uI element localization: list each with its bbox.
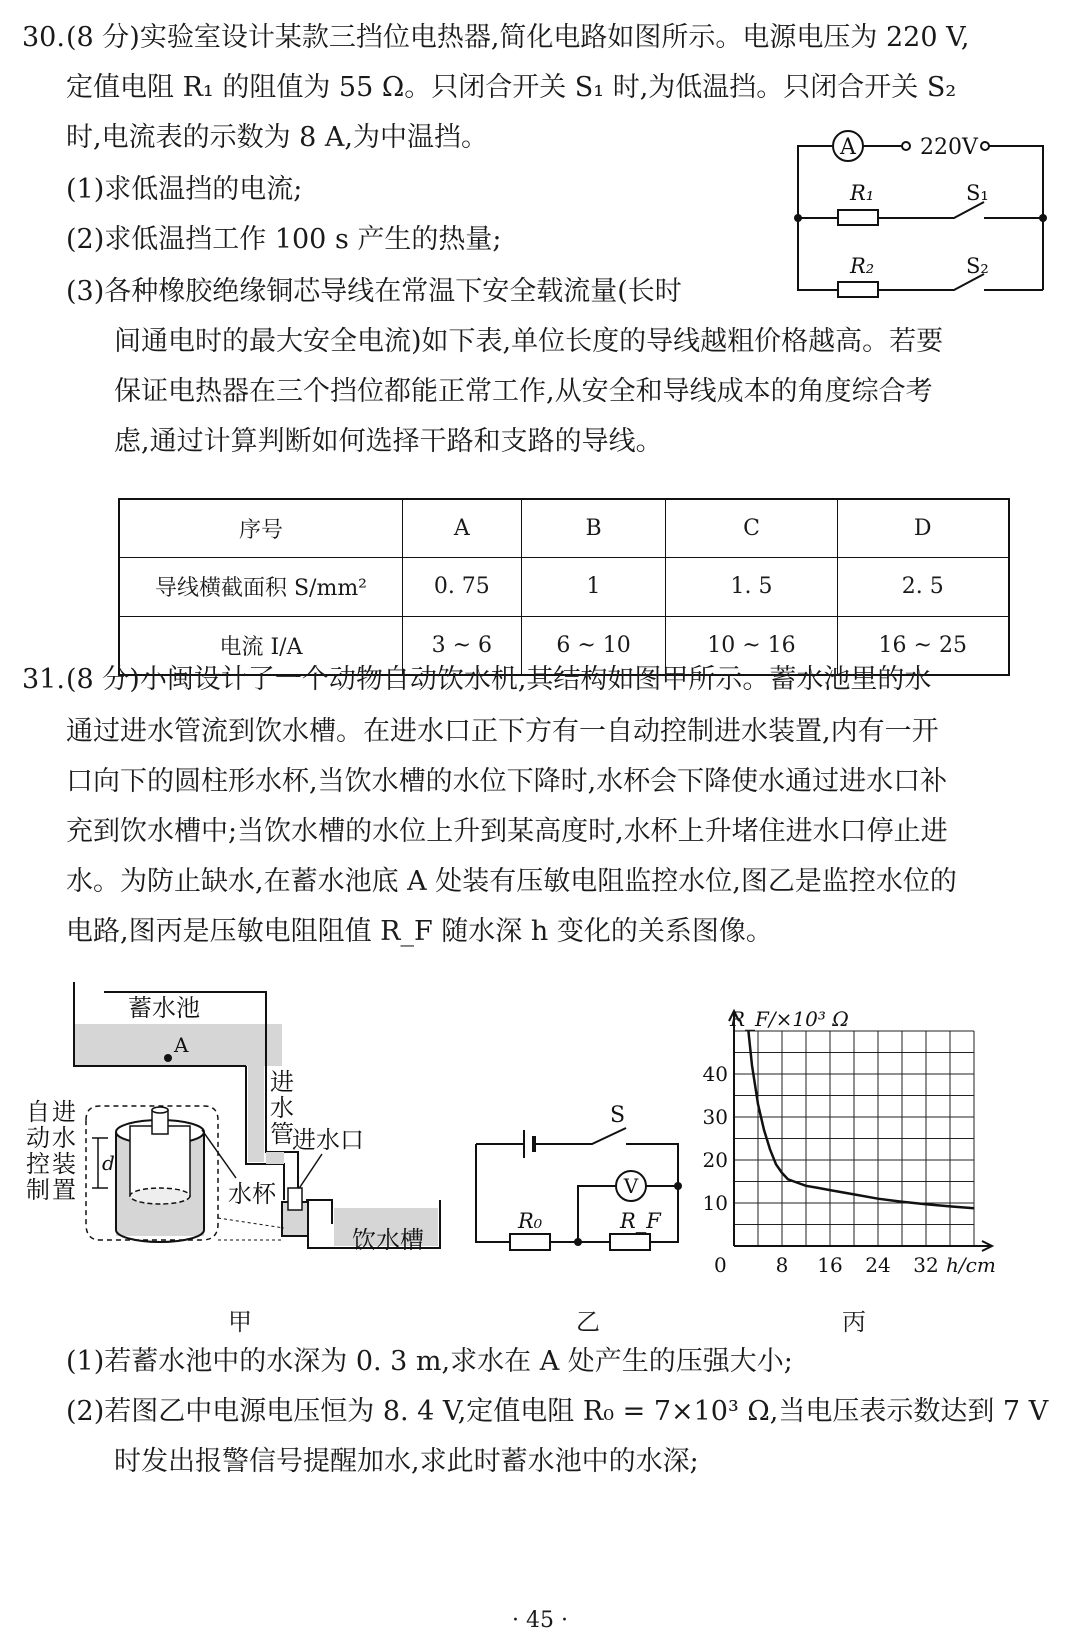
device-label-8: 置: [52, 1176, 76, 1204]
pipe-label-2: 水: [270, 1094, 294, 1122]
d-label: d: [102, 1151, 115, 1175]
r2-label: R₂: [850, 254, 875, 278]
x-tick-label: 32: [913, 1253, 939, 1277]
pool-label: 蓄水池: [128, 994, 200, 1022]
device-label-3: 控: [26, 1150, 50, 1178]
q31-text-line3: 口向下的圆柱形水杯,当饮水槽的水位下降时,水杯会下降使水通过进水口补: [66, 766, 948, 797]
y-tick-label: 10: [702, 1191, 728, 1215]
s1-label: S₁: [966, 181, 989, 205]
chart-xlabel: h/cm: [946, 1253, 996, 1277]
q31-sub1: (1)若蓄水池中的水深为 0. 3 m,求水在 A 处产生的压强大小;: [66, 1346, 793, 1377]
table-header: B: [521, 499, 666, 558]
table-header: D: [837, 499, 1009, 558]
q30-sub3-line1: (3)各种橡胶绝缘铜芯导线在常温下安全载流量(长时: [66, 276, 682, 307]
device-label-7: 装: [52, 1150, 76, 1178]
q31-number: 31.: [22, 664, 65, 695]
device-label-5: 进: [52, 1098, 76, 1126]
pipe-label-1: 进: [270, 1068, 294, 1096]
table-header: A: [403, 499, 522, 558]
q31-text-line4: 充到饮水槽中;当饮水槽的水位上升到某高度时,水杯上升堵住进水口停止进: [66, 816, 948, 847]
r0-label: R₀: [518, 1209, 543, 1233]
q31-text-line2: 通过进水管流到饮水槽。在进水口正下方有一自动控制进水装置,内有一开: [66, 716, 939, 747]
device-label-4: 制: [26, 1176, 50, 1204]
y-tick-label: 40: [702, 1062, 728, 1086]
table-header: C: [666, 499, 837, 558]
q30-number: 30.: [22, 22, 65, 53]
cup-label: 水杯: [228, 1180, 276, 1208]
caption-yi: 乙: [576, 1308, 600, 1336]
device-label-6: 水: [52, 1124, 76, 1152]
caption-jia: 甲: [228, 1308, 252, 1336]
q30-intro-line2: 定值电阻 R₁ 的阻值为 55 Ω。只闭合开关 S₁ 时,为低温挡。只闭合开关 S₂: [66, 72, 957, 103]
point-a-label: A: [174, 1033, 189, 1057]
table-cell: 1. 5: [666, 558, 837, 617]
q30-circuit-diagram: [780, 118, 1065, 318]
q30-sub3-line3: 保证电热器在三个挡位都能正常工作,从安全和导线成本的角度综合考: [114, 376, 933, 407]
r1-label: R₁: [850, 181, 875, 205]
table-cell: 2. 5: [837, 558, 1009, 617]
figure-bing-chart: [700, 1000, 1040, 1290]
table-cell: 3 ~ 6: [403, 616, 522, 675]
table-cell: 1: [521, 558, 666, 617]
trough-label: 饮水槽: [352, 1226, 424, 1254]
x-axis: [734, 1241, 992, 1251]
table-row-label: 电流 I/A: [119, 616, 403, 675]
y-tick-label: 20: [702, 1148, 728, 1172]
figure-jia-apparatus: [22, 978, 472, 1268]
device-label-1: 自: [26, 1098, 50, 1126]
q30-sub2: (2)求低温挡工作 100 s 产生的热量;: [66, 224, 502, 255]
q30-sub3-line2: 间通电时的最大安全电流)如下表,单位长度的导线越粗价格越高。若要: [114, 326, 944, 357]
switch-label: S: [610, 1103, 626, 1128]
wire-capacity-table: [118, 498, 1010, 676]
caption-bing: 丙: [842, 1308, 866, 1336]
page-number: · 45 ·: [512, 1608, 568, 1633]
q30-intro-line1: (8 分)实验室设计某款三挡位电热器,简化电路如图所示。电源电压为 220 V,: [66, 22, 970, 53]
chart-ylabel: R_F/×10³ Ω: [730, 1007, 849, 1031]
pipe-label-3: 管: [270, 1120, 294, 1148]
y-axis: [729, 1011, 739, 1246]
q31-sub2-line1: (2)若图乙中电源电压恒为 8. 4 V,定值电阻 R₀ = 7×10³ Ω,当电压表示数达到 7 V: [66, 1396, 1049, 1427]
device-label-2: 动: [26, 1124, 50, 1152]
q31-text-line6: 电路,图丙是压敏电阻阻值 R_F 随水深 h 变化的关系图像。: [66, 916, 773, 947]
x-tick-label: 24: [865, 1253, 891, 1277]
q30-intro-line3: 时,电流表的示数为 8 A,为中温挡。: [66, 122, 489, 153]
figure-yi-circuit: [466, 1100, 706, 1270]
inlet-label: 进水口: [292, 1126, 364, 1154]
x-tick-label: 16: [817, 1253, 843, 1277]
table-cell: 16 ~ 25: [837, 616, 1009, 675]
rf-label: R_F: [620, 1209, 661, 1233]
voltage-label: 220V: [920, 135, 978, 160]
table-cell: 0. 75: [403, 558, 522, 617]
q30-sub3-line4: 虑,通过计算判断如何选择干路和支路的导线。: [114, 426, 663, 457]
x-tick-label: 8: [775, 1253, 789, 1277]
q31-sub2-line2: 时发出报警信号提醒加水,求此时蓄水池中的水深;: [114, 1446, 699, 1477]
table-cell: 6 ~ 10: [521, 616, 666, 675]
q31-text-line1: (8 分)小闽设计了一个动物自动饮水机,其结构如图甲所示。蓄水池里的水: [66, 664, 932, 695]
x-tick-label: 0: [714, 1253, 727, 1277]
table-cell: 10 ~ 16: [666, 616, 837, 675]
table-row-label: 导线横截面积 S/mm²: [119, 558, 403, 617]
ammeter-label: A: [840, 135, 856, 160]
table-header: 序号: [119, 499, 403, 558]
q31-text-line5: 水。为防止缺水,在蓄水池底 A 处装有压敏电阻监控水位,图乙是监控水位的: [66, 866, 957, 897]
s2-label: S₂: [966, 254, 989, 278]
q30-sub1: (1)求低温挡的电流;: [66, 174, 303, 205]
voltmeter-label: V: [623, 1174, 639, 1198]
y-tick-label: 30: [702, 1105, 728, 1129]
